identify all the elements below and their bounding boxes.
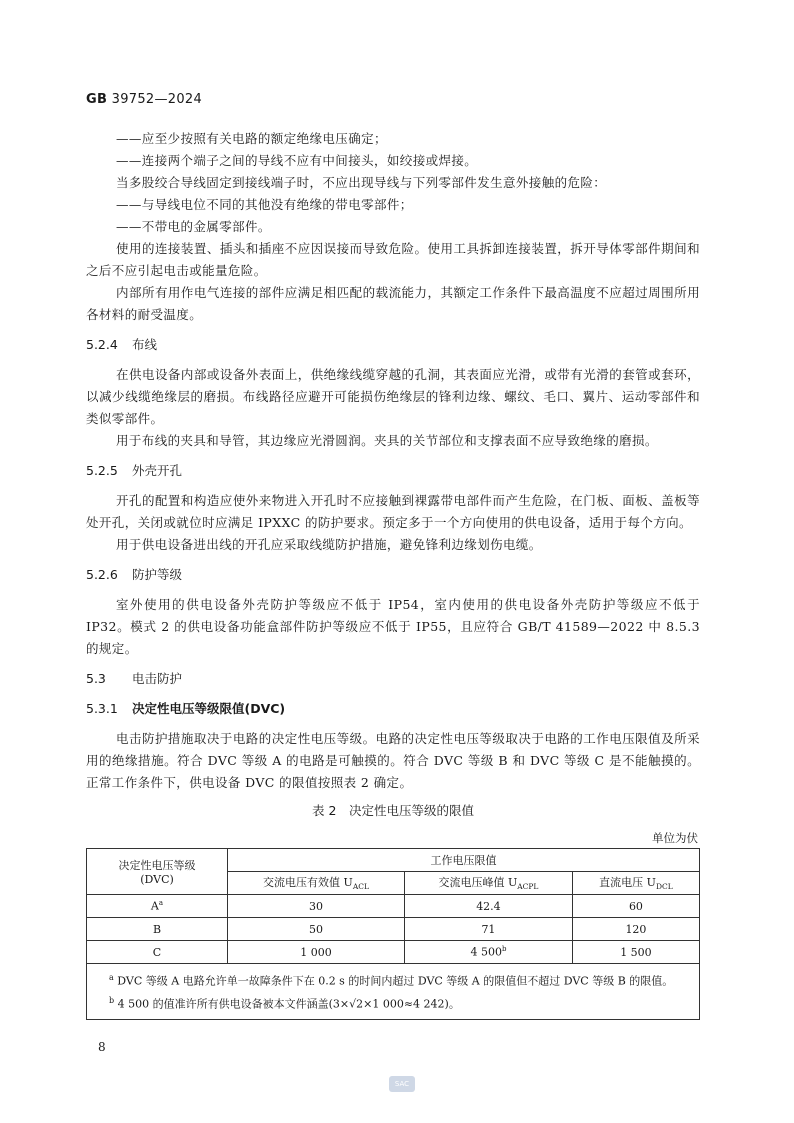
sac-watermark-logo: SAC: [389, 1076, 415, 1092]
header-dc: [572, 872, 699, 895]
footnote-b-text: 4 500 的值准许所有供电设备被本文件涵盖(3×√2×1 000≈4 242)。: [117, 997, 460, 1011]
paragraph: 电击防护措施取决于电路的决定性电压等级。电路的决定性电压等级取决于电路的工作电压限值及所采用的绝缘措施。符合 DVC 等级 A 的电路是可触摸的。符合 DVC 等级 B 和 DVC 等级 C 是不能触摸的。正常工作条件下，供电设备 DVC 的限值按照表 2 确定。: [86, 731, 700, 790]
standard-code-header: [86, 92, 202, 107]
dvc-value: A: [150, 899, 159, 913]
footnote-a-mark: a: [109, 973, 114, 982]
paragraph: 用于供电设备进出线的开孔应采取线缆防护措施，避免锋利边缘划伤电缆。: [116, 537, 542, 552]
cell-dc: 120: [572, 918, 699, 941]
table-title: 表 2 决定性电压等级的限值: [312, 803, 474, 818]
footnote-a-text: DVC 等级 A 电路允许单一故障条件下在 0.2 s 的时间内超过 DVC 等级 A 的限值但不超过 DVC 等级 B 的限值。: [117, 974, 674, 988]
header-dc-sub: DCL: [655, 882, 673, 892]
header-ac-rms-sub: ACL: [352, 882, 369, 892]
paragraph: 用于布线的夹具和导管，其边缘应光滑圆润。夹具的关节部位和支撑表面不应导致绝缘的磨损。: [116, 433, 658, 448]
header-dvc: [87, 849, 228, 895]
section-heading-5-2-4: [86, 334, 700, 356]
standard-prefix: GB: [86, 92, 108, 107]
cell-ac-rms: 30: [227, 895, 404, 918]
page-number: 8: [98, 1040, 106, 1054]
section-number: 5.3.1: [86, 701, 118, 716]
header-ac-peak-sub: ACPL: [517, 882, 539, 892]
table-notes-row: [87, 964, 700, 1020]
cell-dvc: [87, 895, 228, 918]
table-row: [87, 941, 700, 964]
section-heading-5-3: [86, 668, 700, 690]
list-item-dash: ——与导线电位不同的其他没有绝缘的带电零部件；: [116, 197, 413, 212]
section-number: 5.2.5: [86, 463, 118, 478]
table-unit: 单位为伏: [652, 831, 698, 845]
paragraph: 室外使用的供电设备外壳防护等级应不低于 IP54，室内使用的供电设备外壳防护等级应不低于 IP32。模式 2 的供电设备功能盒部件防护等级应不低于 IP55，且应符合 GB/T 41589—2022 中 8.5.3 的规定。: [86, 597, 700, 656]
cell-ac-peak: [405, 941, 573, 964]
header-dvc-line1: 决定性电压等级: [118, 859, 196, 872]
paragraph: 当多股绞合导线固定到接线端子时，不应出现导线与下列零部件发生意外接触的危险：: [116, 175, 607, 190]
list-item-dash: ——不带电的金属零部件。: [116, 219, 271, 234]
section-title: 外壳开孔: [132, 463, 183, 478]
paragraph: 内部所有用作电气连接的部件应满足相匹配的载流能力，其额定工作条件下最高温度不应超过周围所用各材料的耐受温度。: [86, 285, 700, 322]
section-number: 5.2.6: [86, 567, 118, 582]
section-heading-5-2-5: [86, 460, 700, 482]
peak-value: 4 500: [470, 945, 502, 959]
cell-dc: 1 500: [572, 941, 699, 964]
paragraph: 在供电设备内部或设备外表面上，供绝缘线缆穿越的孔洞，其表面应光滑，或带有光滑的套管或套环，以减少线缆绝缘层的磨损。布线路径应避开可能损伤绝缘层的锋利边缘、螺纹、毛口、翼片、运动零部件和类似零部件。: [86, 367, 700, 426]
paragraph: 开孔的配置和构造应使外来物进入开孔时不应接触到裸露带电部件而产生危险，在门板、面板、盖板等处开孔，关闭或就位时应满足 IPXXC 的防护要求。预定多于一个方向使用的供电设备，适用于每个方向。: [86, 493, 700, 530]
section-title: 电击防护: [132, 671, 183, 686]
cell-dvc: B: [87, 918, 228, 941]
table-row: [87, 895, 700, 918]
header-ac-rms-text: 交流电压有效值 U: [263, 876, 353, 890]
cell-ac-peak: 71: [405, 918, 573, 941]
cell-ac-rms: 1 000: [227, 941, 404, 964]
paragraph: 使用的连接装置、插头和插座不应因误接而导致危险。使用工具拆卸连接装置，拆开导体零部件期间和之后不应引起电击或能量危险。: [86, 241, 700, 278]
header-ac-peak-text: 交流电压峰值 U: [438, 876, 518, 890]
footnote-b-mark: b: [109, 995, 115, 1005]
section-heading-5-2-6: [86, 564, 700, 586]
header-ac-rms: [227, 872, 404, 895]
header-dvc-line2: (DVC): [140, 873, 174, 886]
section-title: 布线: [132, 337, 158, 352]
cell-ac-rms: 50: [227, 918, 404, 941]
footnote-mark: a: [158, 899, 164, 908]
cell-dc: 60: [572, 895, 699, 918]
header-ac-peak: [405, 872, 573, 895]
peak-value: 42.4: [476, 899, 501, 913]
section-title: 防护等级: [132, 567, 183, 582]
header-working-voltage: 工作电压限值: [227, 849, 699, 872]
header-dc-text: 直流电压 U: [599, 876, 656, 890]
footnote-a: [109, 968, 691, 991]
list-item-dash: ——应至少按照有关电路的额定绝缘电压确定；: [116, 131, 387, 146]
footnote-b: [109, 991, 691, 1014]
cell-dvc: C: [87, 941, 228, 964]
section-number: 5.3: [86, 671, 106, 686]
section-heading-5-3-1: [86, 698, 700, 720]
standard-number: 39752—2024: [111, 92, 203, 107]
footnote-mark: b: [501, 945, 507, 954]
section-number: 5.2.4: [86, 337, 118, 352]
table-header-row: [87, 849, 700, 872]
list-item-dash: ——连接两个端子之间的导线不应有中间接头，如绞接或焊接。: [116, 153, 478, 168]
table-notes: [87, 964, 700, 1020]
table-row: [87, 918, 700, 941]
dvc-limits-table: [86, 848, 700, 1020]
section-title: 决定性电压等级限值(DVC): [132, 701, 286, 716]
main-content: [86, 128, 700, 1020]
cell-ac-peak: [405, 895, 573, 918]
